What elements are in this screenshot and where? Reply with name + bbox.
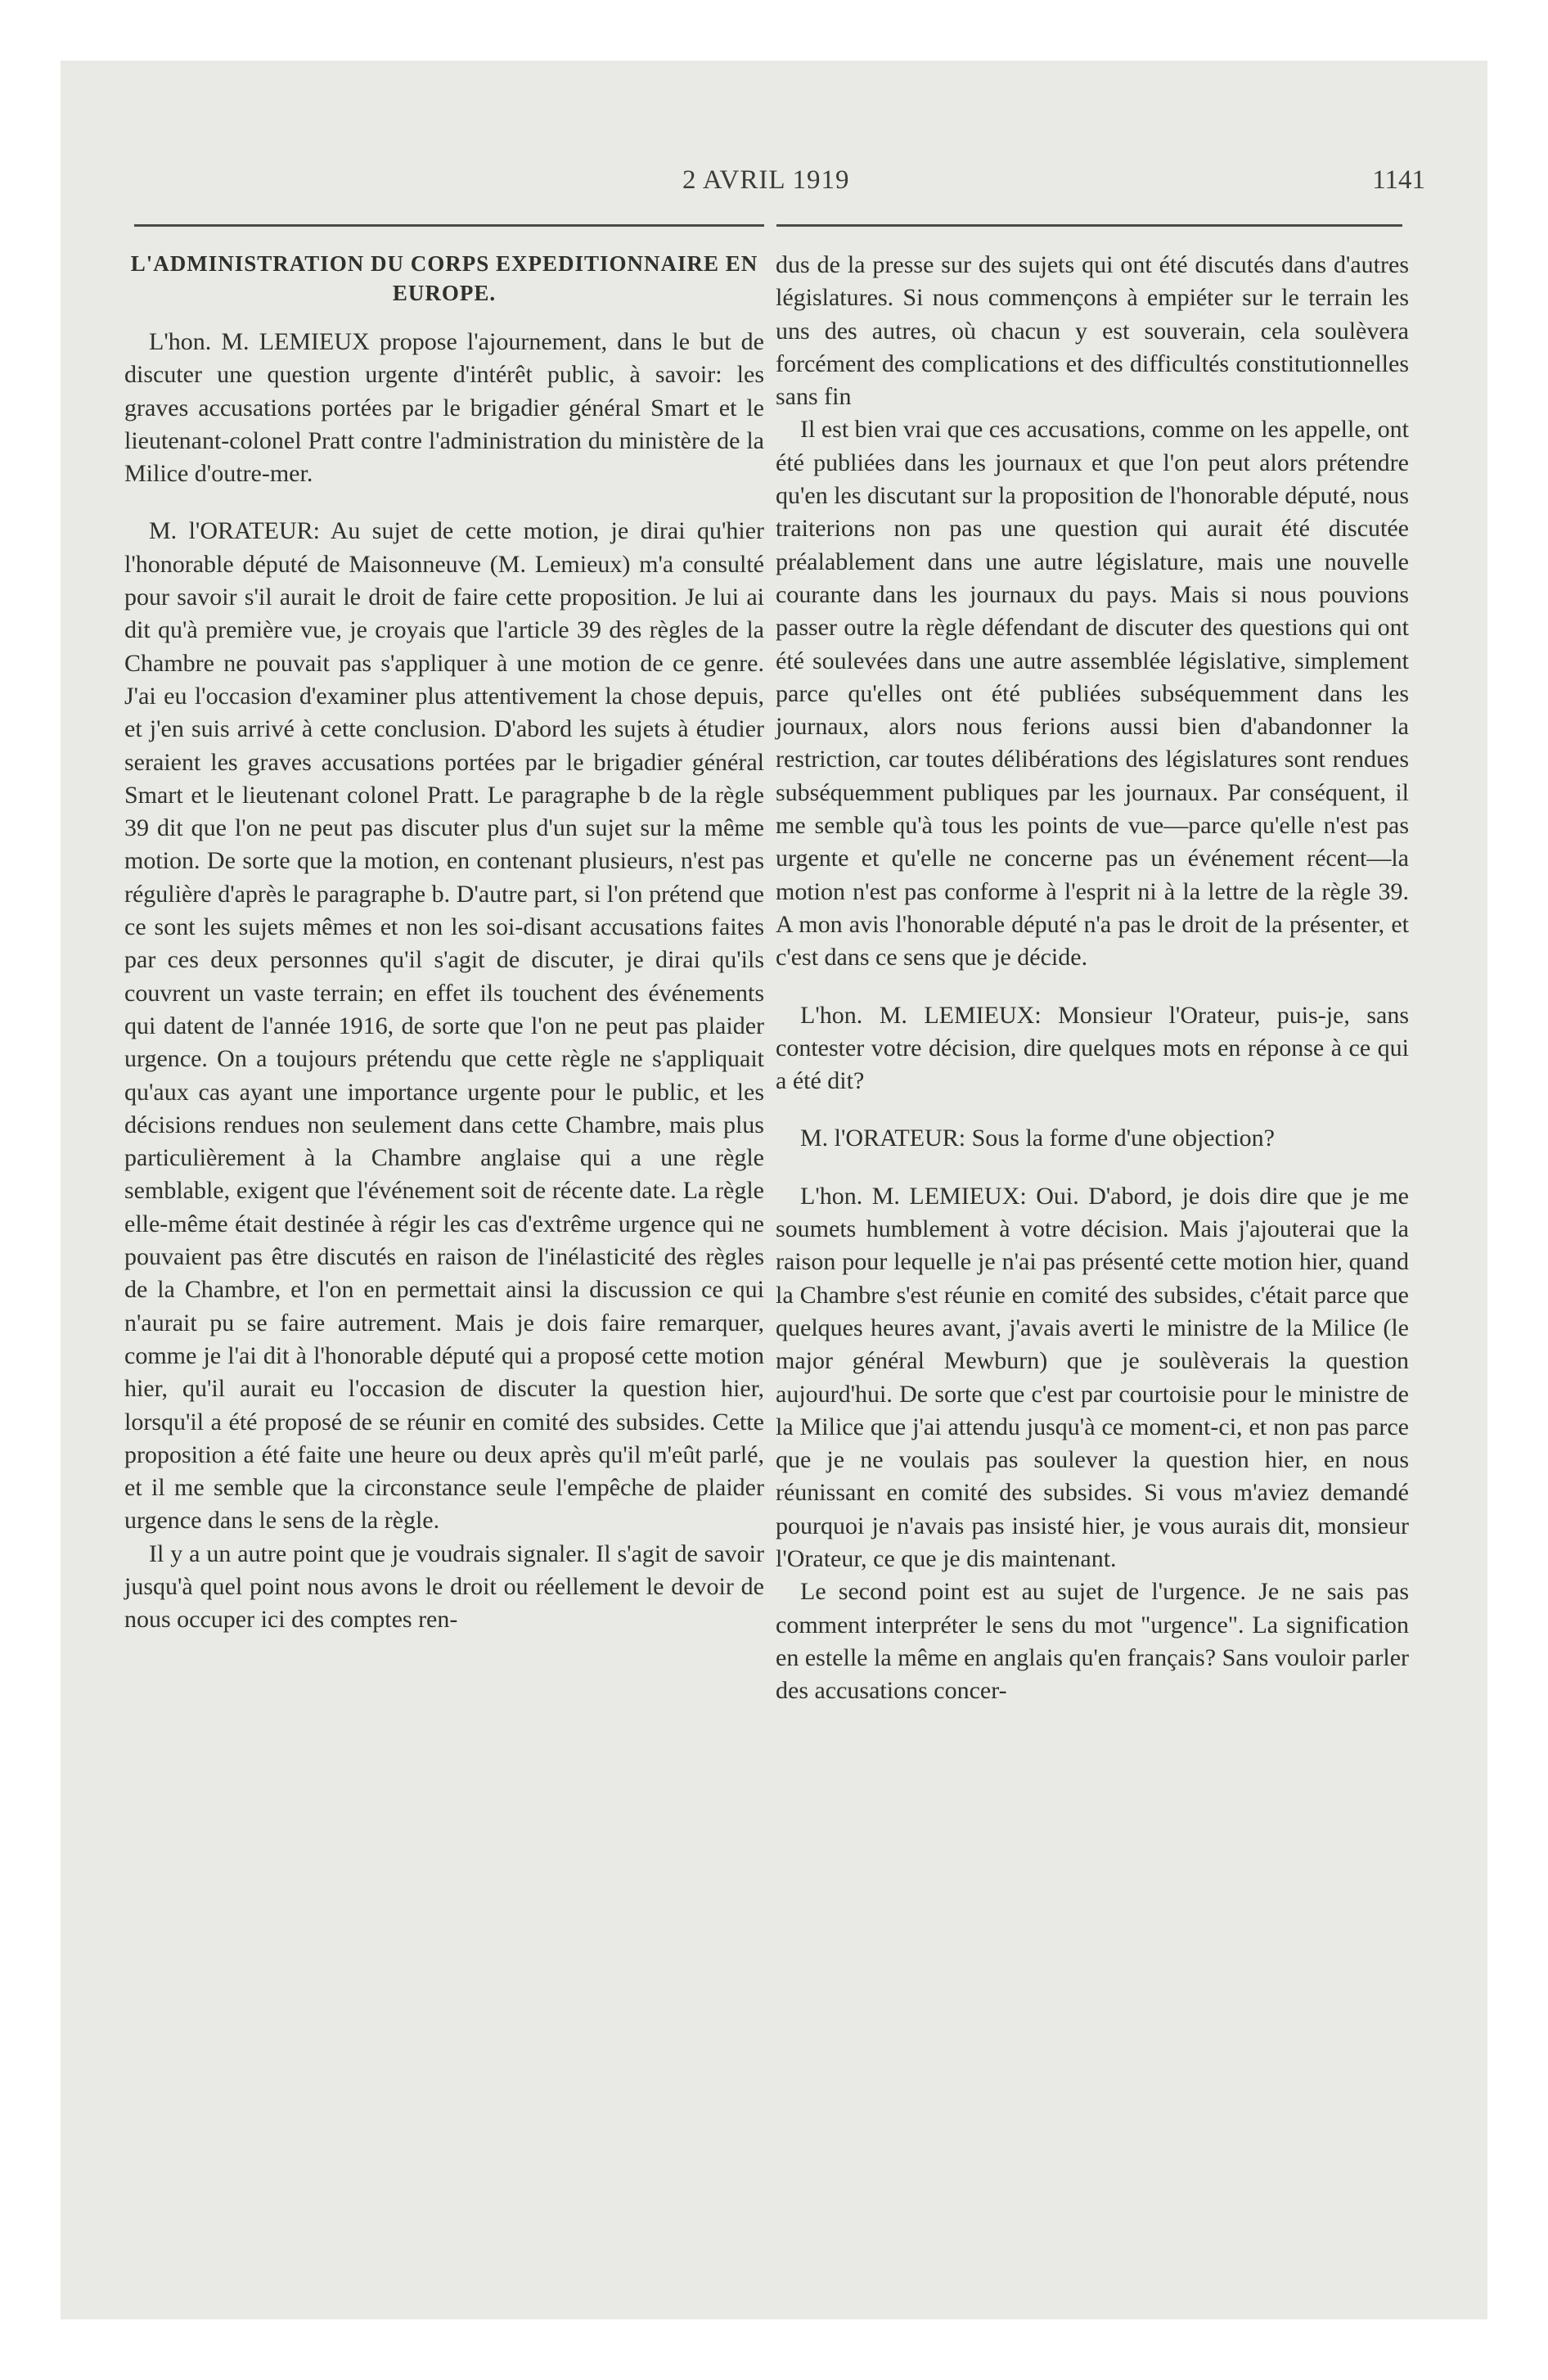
header-rule-right: [776, 224, 1402, 227]
paragraph-continuation: dus de la presse sur des sujets qui ont été discutés dans d'autres législatures. Si nous commençons à empiéter sur le terrain les uns des autres, où chacun y est souverain, cela soulèvera forcément des complications et des difficultés constitutionnelles sans fin: [776, 251, 1409, 411]
header-rule-left: [134, 224, 764, 227]
paragraph-second-point: Il y a un autre point que je voudrais signaler. Il s'agit de savoir jusqu'à quel point nous avons le droit ou réellement le devoir de nous occuper ici des comptes ren-: [124, 1539, 764, 1634]
section-heading: L'ADMINISTRATION DU CORPS EXPEDITIONNAIRE EN EUROPE.: [130, 251, 758, 305]
page-number: 1141: [1372, 165, 1425, 195]
paragraph-accusations: Il est bien vrai que ces accusations, comme on les appelle, ont été publiées dans les journaux et que l'on peut alors prétendre qu'en les discutant sur la proposition de l'honorable député, nous traiterions non pas une question qui aurait été discutée préalablement dans une autre législature, mais une nouvelle courante dans les journaux du pays. Mais si nous pouvions passer outre la règle défendant de discuter des questions qui ont été soulevées dans une autre assemblée législative, simplement parce qu'elles ont été publiées subséquemment dans les journaux, alors nous ferions aussi bien d'abandonner la restriction, car toutes délibérations des législatures sont rendues subséquemment publiques par les journaux. Par conséquent, il me semble qu'à tous les points de vue—parce qu'elle n'est pas urgente et qu'elle ne concerne pas un événement récent—la motion n'est pas conforme à l'esprit ni à la lettre de la règle 39. A mon avis l'honorable député n'a pas le droit de la présenter, et c'est dans ce sens que je décide.: [776, 416, 1409, 971]
paragraph-lemieux-reply: L'hon. M. LEMIEUX: Oui. D'abord, je dois dire que je me soumets humblement à votre décision. Mais j'ajouterai que la raison pour lequelle je n'ai pas présenté cette motion hier, quand la Chambre s'est réunie en comité des subsides, c'était parce que quelques heures avant, j'avais averti le ministre de la Milice (le major général Mewburn) que je soulèverais la question aujourd'hui. De sorte que c'est par courtoisie pour le ministre de la Milice que j'ai attendu jusqu'à ce moment-ci, et non pas parce que je ne voulais pas soulever la question hier, en nous réunissant en comité des subsides. Si vous m'aviez demandé pourquoi je n'avais pas insisté hier, je vous aurais dit, monsieur l'Orateur, ce que je dis maintenant.: [776, 1182, 1409, 1572]
page-header: [61, 165, 1487, 214]
paragraph-lemieux-question: L'hon. M. LEMIEUX: Monsieur l'Orateur, puis-je, sans contester votre décision, dire quelques mots en réponse à ce qui a été dit?: [776, 1001, 1409, 1095]
paragraph-motion: L'hon. M. LEMIEUX propose l'ajournement, dans le but de discuter une question urgente d'intérêt public, à savoir: les graves accusations portées par le brigadier général Smart et le lieutenant-colonel Pratt contre l'administration du ministère de la Milice d'outre-mer.: [124, 328, 764, 488]
paragraph-speaker-objection: M. l'ORATEUR: Sous la forme d'une objection?: [800, 1125, 1275, 1152]
left-column: [124, 249, 764, 1637]
scanned-page: [61, 61, 1487, 2319]
right-column: [776, 249, 1409, 1707]
paragraph-speaker-ruling: M. l'ORATEUR: Au sujet de cette motion, je dirai qu'hier l'honorable député de Maisonneuve (M. Lemieux) m'a consulté pour savoir s'il aurait le droit de faire cette proposition. Je lui ai dit qu'à première vue, je croyais que l'article 39 des règles de la Chambre ne pouvait pas s'appliquer à une motion de ce genre. J'ai eu l'occasion d'examiner plus attentivement la chose depuis, et j'en suis arrivé à cette conclusion. D'abord les sujets à étudier seraient les graves accusations portées par le brigadier général Smart et le lieutenant colonel Pratt. Le paragraphe b de la règle 39 dit que l'on ne peut pas discuter plus d'un sujet sur la même motion. De sorte que la motion, en contenant plusieurs, n'est pas régulière d'après le paragraphe b. D'autre part, si l'on prétend que ce sont les sujets mêmes et non les soi-disant accusations faites par ces deux personnes qu'il s'agit de discuter, je dirai qu'ils couvrent un vaste terrain; en effet ils touchent des événements qui datent de l'année 1916, de sorte que l'on ne peut pas plaider urgence. On a toujours prétendu que cette règle ne s'appliquait qu'aux cas ayant une importance urgente pour le public, et les décisions rendues non seulement dans cette Chambre, mais plus particulièrement à la Chambre anglaise qui a une règle semblable, exigent que l'événement soit de récente date. La règle elle-même était destinée à régir les cas d'extrême urgence qui ne pouvaient pas être discutés en raison de l'inélasticité des règles de la Chambre, et l'on en permettait ainsi la discussion ce qui n'aurait pu se faire autrement. Mais je dois faire remarquer, comme je l'ai dit à l'honorable député qui a proposé cette motion hier, qu'il aurait eu l'occasion de discuter la question hier, lorsqu'il a été proposé de se réunir en comité des subsides. Cette proposition a été faite une heure ou deux après qu'il m'eût parlé, et il me semble que la circonstance seule l'empêche de plaider urgence dans le sens de la règle.: [124, 517, 764, 1535]
paragraph-urgency: Le second point est au sujet de l'urgence. Je ne sais pas comment interpréter le sens du mot "urgence". La signification en estelle la même en anglais qu'en français? Sans vouloir parler des accusations concer-: [776, 1578, 1409, 1705]
running-head-date: 2 AVRIL 1919: [682, 165, 850, 195]
